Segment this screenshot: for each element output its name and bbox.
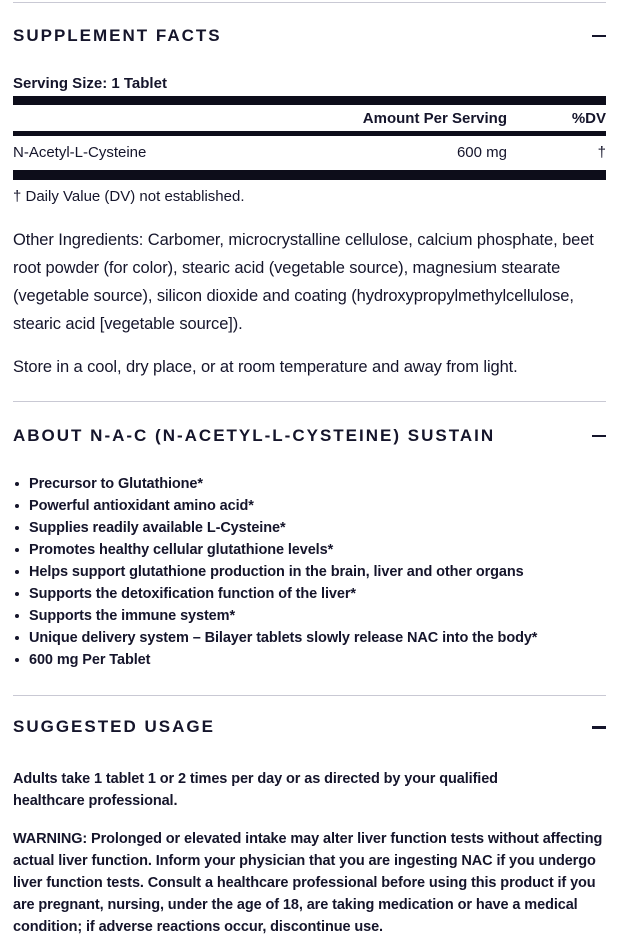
list-item: Supports the detoxification function of the liver*	[13, 583, 606, 605]
storage-paragraph: Store in a cool, dry place, or at room temperature and away from light.	[13, 358, 518, 376]
warning-paragraph: WARNING: Prolonged or elevated intake may alter liver function tests without affecting actual liver function. Inform your physician that you are ingesting NAC if you undergo liver function tests. Consult a healthcare professional before using this product if you are pregnant, nursing, under the age of 18, are taking medication or have a medical condition; if adverse reactions occur, discontinue use.	[13, 831, 603, 935]
supplement-facts-title: SUPPLEMENT FACTS	[13, 26, 222, 45]
minus-icon[interactable]	[592, 435, 606, 437]
minus-icon[interactable]	[592, 35, 606, 37]
about-title: ABOUT N-A-C (N-ACETYL-L-CYSTEINE) SUSTAIN	[13, 426, 496, 445]
list-item: Helps support glutathione production in the brain, liver and other organs	[13, 561, 606, 583]
section-suggested-usage	[13, 717, 606, 938]
accordion-header-about[interactable]	[13, 426, 606, 446]
list-item: 600 mg Per Tablet	[13, 649, 606, 671]
accordion-header-supplement-facts[interactable]	[13, 26, 606, 46]
ingredient-name: N-Acetyl-L-Cysteine	[13, 144, 147, 161]
table-row	[13, 136, 606, 170]
ingredient-dv: †	[597, 144, 606, 161]
list-item: Promotes healthy cellular glutathione levels*	[13, 539, 606, 561]
list-item: Precursor to Glutathione*	[13, 473, 606, 495]
top-divider	[13, 2, 606, 3]
table-bottom-bar	[13, 170, 606, 180]
section-divider	[13, 401, 606, 402]
ingredient-amount: 600 mg	[456, 144, 507, 161]
suggested-usage-title: SUGGESTED USAGE	[13, 717, 215, 736]
table-top-bar	[13, 96, 606, 105]
about-bullet-list	[13, 473, 606, 671]
list-item: Unique delivery system – Bilayer tablets slowly release NAC into the body*	[13, 627, 606, 649]
section-divider	[13, 695, 606, 696]
accordion-header-suggested-usage[interactable]	[13, 717, 606, 737]
section-about	[13, 426, 606, 671]
col-amount-header: Amount Per Serving	[362, 110, 507, 127]
dv-footnote: † Daily Value (DV) not established.	[13, 188, 245, 205]
other-ingredients-paragraph: Other Ingredients: Carbomer, microcrystalline cellulose, calcium phosphate, beet root powder (for color), stearic acid (vegetable source), magnesium stearate (vegetable source), silicon dioxide and coating (hydroxypropylmethylcellulose, stearic acid [vegetable source]).	[13, 231, 594, 333]
table-header-row	[13, 105, 606, 131]
list-item: Supplies readily available L-Cysteine*	[13, 517, 606, 539]
minus-icon[interactable]	[592, 726, 606, 729]
list-item: Supports the immune system*	[13, 605, 606, 627]
directions-paragraph: Adults take 1 tablet 1 or 2 times per day or as directed by your qualified healthcare professional.	[13, 771, 498, 809]
serving-size-label: Serving Size: 1 Tablet	[13, 75, 167, 92]
col-dv-header: %DV	[571, 110, 606, 127]
list-item: Powerful antioxidant amino acid*	[13, 495, 606, 517]
section-supplement-facts	[13, 26, 606, 381]
